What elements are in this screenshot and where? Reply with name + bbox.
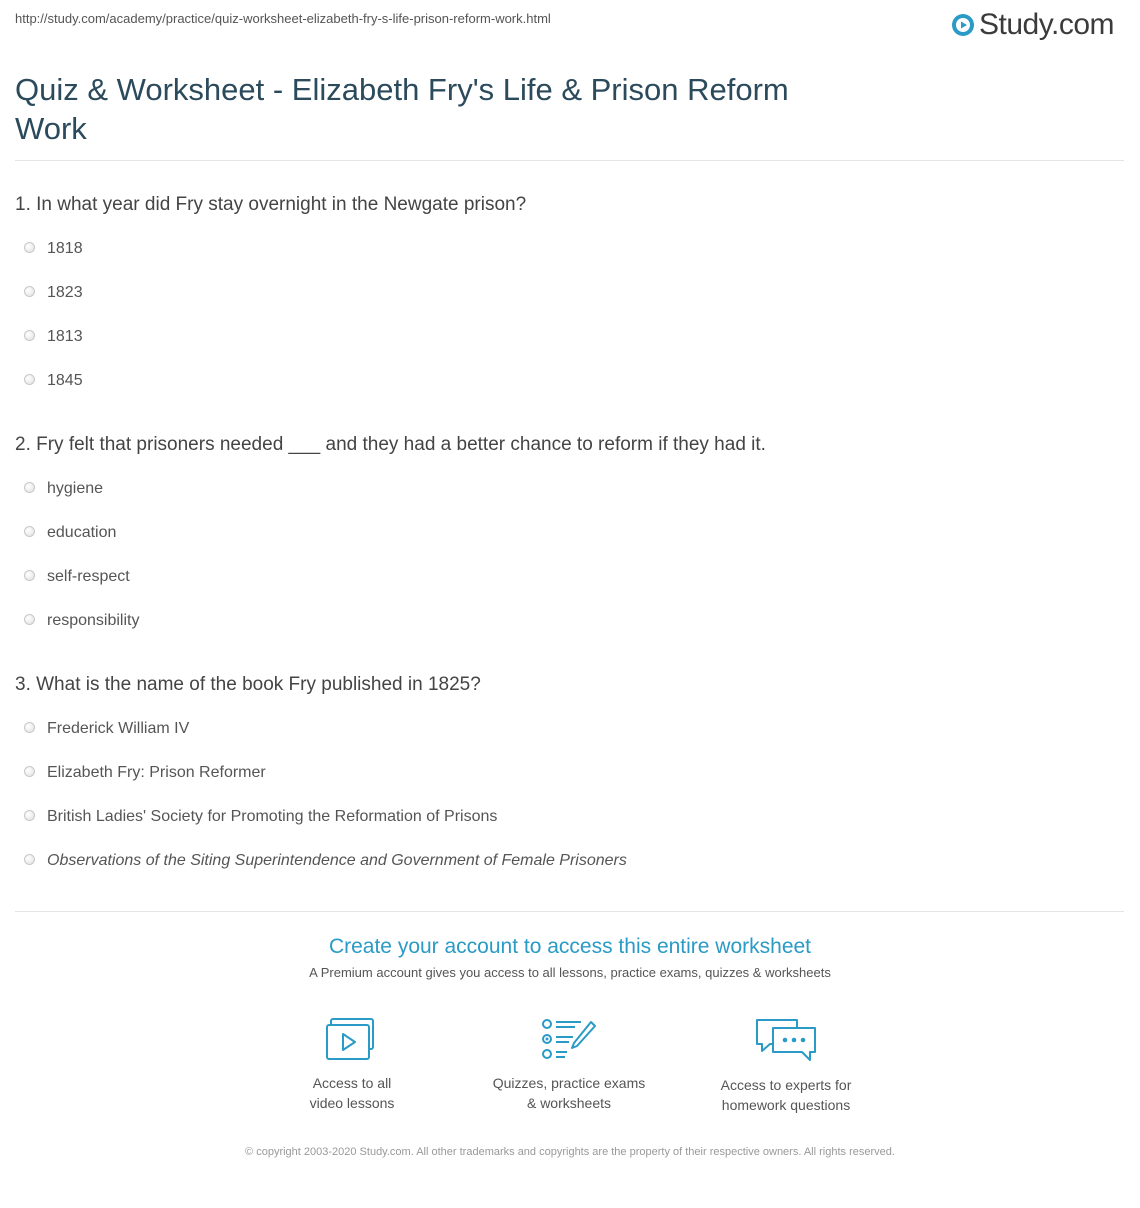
feature-label: Access to all [312, 1075, 392, 1091]
answer-option[interactable]: hygiene [24, 480, 103, 498]
answer-option[interactable]: Observations of the Siting Superintendence and Government of Female Prisoners [24, 852, 627, 870]
study-logo[interactable] [951, 8, 1114, 42]
answer-option[interactable]: 1818 [24, 240, 83, 258]
answer-option[interactable]: responsibility [24, 612, 139, 630]
feature-label: & worksheets [526, 1095, 612, 1111]
radio-button[interactable] [24, 374, 35, 385]
cta-subtitle: A Premium account gives you access to all lessons, practice exams, quizzes & worksheets [309, 965, 831, 980]
quiz-checklist-icon [541, 1018, 597, 1062]
radio-button[interactable] [24, 526, 35, 537]
answer-option[interactable]: 1813 [24, 328, 83, 346]
divider [15, 160, 1124, 161]
radio-button[interactable] [24, 766, 35, 777]
question-1: 1. In what year did Fry stay overnight in the Newgate prison? [15, 194, 527, 215]
question-2: 2. Fry felt that prisoners needed ___ and they had a better chance to reform if they had it. [15, 434, 766, 455]
answer-option[interactable]: self-respect [24, 568, 130, 586]
radio-button[interactable] [24, 286, 35, 297]
answer-option[interactable]: 1823 [24, 284, 83, 302]
feature-label: Quizzes, practice exams [492, 1075, 646, 1091]
divider [15, 911, 1124, 912]
feature-label: Access to experts for [720, 1077, 852, 1093]
feature-label: homework questions [721, 1097, 851, 1113]
chat-bubbles-icon [754, 1018, 818, 1064]
answer-option[interactable]: Elizabeth Fry: Prison Reformer [24, 764, 266, 782]
feature-experts [696, 1018, 876, 1115]
logo-text: Study.com [979, 8, 1114, 41]
answer-option[interactable]: education [24, 524, 116, 542]
feature-label: video lessons [309, 1095, 395, 1111]
answer-option[interactable]: Frederick William IV [24, 720, 189, 738]
radio-button[interactable] [24, 854, 35, 865]
page-title: Quiz & Worksheet - Elizabeth Fry's Life & Prison Reform Work [15, 72, 789, 146]
radio-button[interactable] [24, 614, 35, 625]
video-lessons-icon [326, 1018, 378, 1062]
radio-button[interactable] [24, 570, 35, 581]
play-icon [951, 13, 975, 37]
radio-button[interactable] [24, 242, 35, 253]
cta-title[interactable]: Create your account to access this entire worksheet [328, 935, 812, 958]
page-url: http://study.com/academy/practice/quiz-worksheet-elizabeth-fry-s-life-prison-reform-work.html [15, 11, 551, 26]
question-3: 3. What is the name of the book Fry published in 1825? [15, 674, 481, 695]
radio-button[interactable] [24, 810, 35, 821]
feature-quizzes [479, 1018, 659, 1113]
answer-option[interactable]: British Ladies' Society for Promoting the Reformation of Prisons [24, 808, 497, 826]
feature-video-lessons [262, 1018, 442, 1113]
radio-button[interactable] [24, 330, 35, 341]
answer-option[interactable]: 1845 [24, 372, 83, 390]
radio-button[interactable] [24, 482, 35, 493]
copyright-notice: © copyright 2003-2020 Study.com. All other trademarks and copyrights are the property of their respective owners. All rights reserved. [245, 1146, 895, 1158]
radio-button[interactable] [24, 722, 35, 733]
